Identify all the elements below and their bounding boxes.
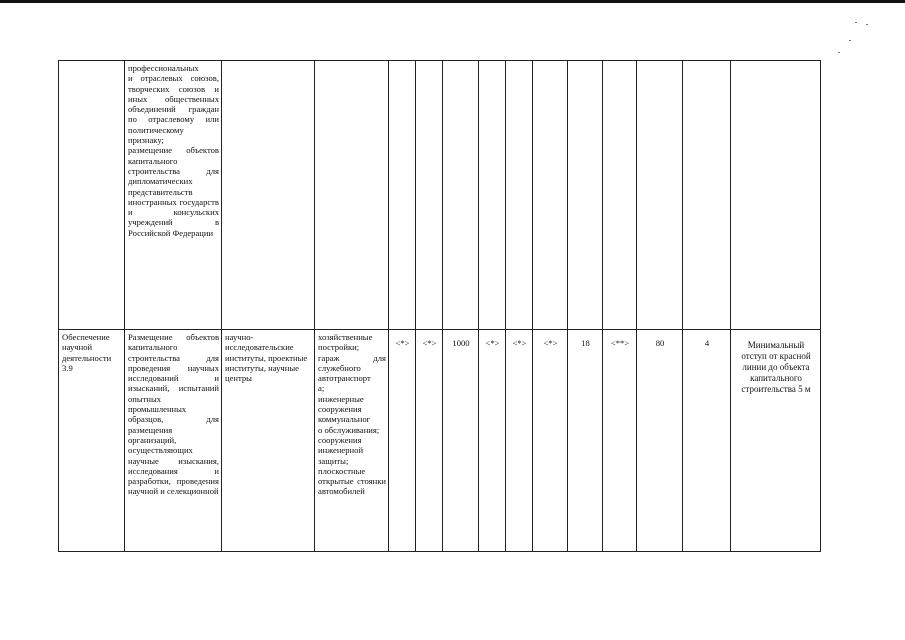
scan-speck xyxy=(849,40,851,41)
cell-value: 18 xyxy=(568,330,603,552)
cell-note: Минимальный отступ от красной линии до объекта капитального строительства 5 м xyxy=(731,330,821,552)
cell-empty xyxy=(683,61,731,330)
cell-empty xyxy=(533,61,568,330)
cell-description: Размещение объектов капитального строительства для проведения научных исследований и изысканий, испытаний опытных промышленных образцов, для размещения организаций, осуществляющих научные изыскания, исследования и разработки, проведения научной и селекционной xyxy=(125,330,222,552)
cell-empty xyxy=(637,61,683,330)
cell-empty xyxy=(568,61,603,330)
cell-value: 4 xyxy=(683,330,731,552)
cell-empty xyxy=(479,61,506,330)
scan-speck xyxy=(866,24,868,25)
table-row-continuation xyxy=(59,61,821,330)
cell-use-name: Обеспечение научной деятельности 3.9 xyxy=(59,330,125,552)
cell-name-empty xyxy=(59,61,125,330)
cell-empty xyxy=(416,61,443,330)
cell-value: <*> xyxy=(479,330,506,552)
cell-main-uses-empty xyxy=(222,61,315,330)
cell-value: <**> xyxy=(603,330,637,552)
cell-value: 1000 xyxy=(443,330,479,552)
table-row-science xyxy=(59,330,821,552)
cell-aux-uses-empty xyxy=(315,61,389,330)
top-border-line xyxy=(0,0,905,3)
cell-value: <*> xyxy=(389,330,416,552)
cell-description: профессиональных и отраслевых союзов, творческих союзов и иных общественных объединений граждан по отраслевому или политическому признаку; размещение объектов капитального строительства для дипломатических представительств иностранных государств и консульских учреждений в Российской Федерации xyxy=(125,61,222,330)
cell-aux-uses: хозяйственные постройки; гараж для служебного автотранспорт а; инженерные сооружения коммунальног о обслуживания; сооружения инженерной защиты; плоскостные открытые стоянки автомобилей xyxy=(315,330,389,552)
cell-empty xyxy=(443,61,479,330)
cell-empty xyxy=(506,61,533,330)
cell-empty xyxy=(731,61,821,330)
cell-main-uses: научно-исследовательские институты, проектные институты, научные центры xyxy=(222,330,315,552)
cell-value: <*> xyxy=(416,330,443,552)
zoning-table xyxy=(58,60,821,552)
cell-value: <*> xyxy=(533,330,568,552)
cell-value: 80 xyxy=(637,330,683,552)
scan-speck xyxy=(838,52,840,53)
cell-value: <*> xyxy=(506,330,533,552)
cell-empty xyxy=(389,61,416,330)
scan-speck xyxy=(855,22,857,23)
cell-empty xyxy=(603,61,637,330)
